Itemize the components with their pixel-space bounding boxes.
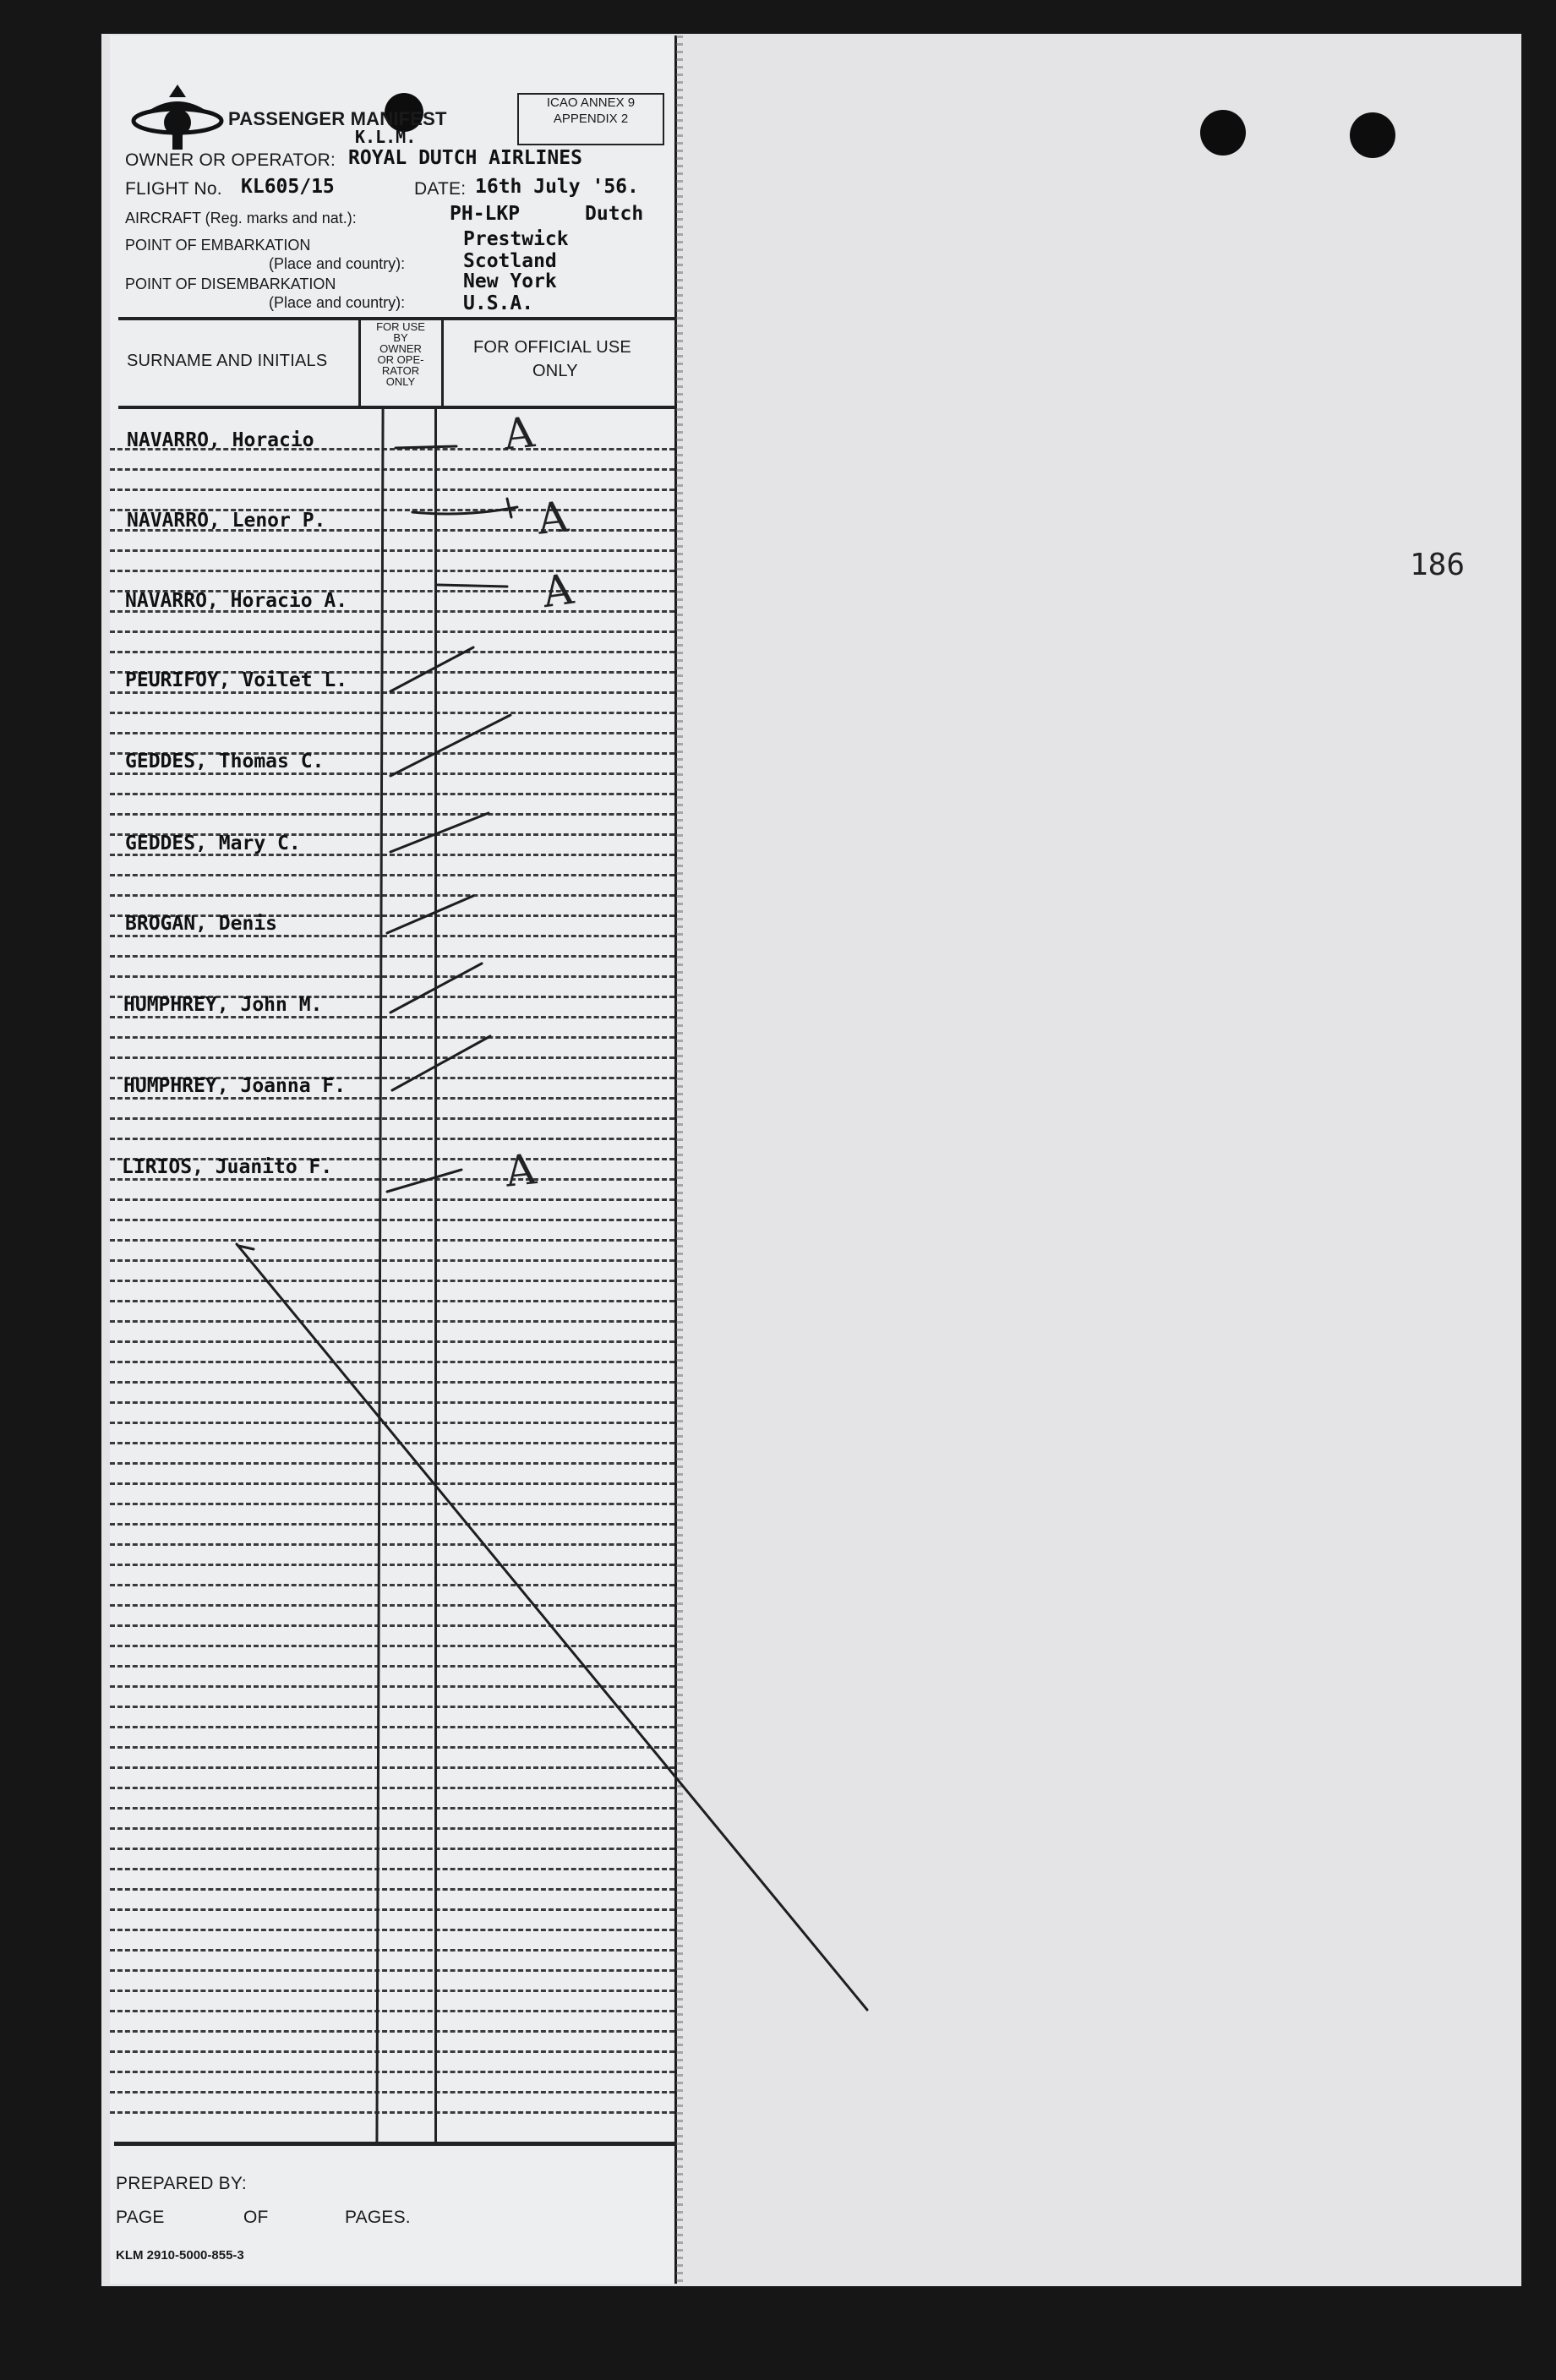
tick-row-1 xyxy=(396,446,456,448)
owner-use-2: BY xyxy=(393,331,408,344)
tick-row-4 xyxy=(390,647,473,691)
owner-use-1: FOR USE xyxy=(376,320,425,333)
tick-row-2 xyxy=(412,499,517,517)
embark-sub: (Place and country): xyxy=(269,255,406,272)
official-mark-10: A xyxy=(503,1144,539,1197)
disembark-country: U.S.A. xyxy=(463,292,534,314)
tick-row-3 xyxy=(438,585,507,587)
official-mark-1: A xyxy=(501,407,538,460)
passenger-name-3: NAVARRO, Horacio A. xyxy=(125,590,348,612)
col-official-2: ONLY xyxy=(532,362,578,380)
passenger-name-5: GEDDES, Thomas C. xyxy=(125,751,325,772)
form-number: KLM 2910-5000-855-3 xyxy=(116,2248,244,2263)
page-label: PAGE xyxy=(116,2208,165,2227)
disembark-sub: (Place and country): xyxy=(269,294,406,311)
form-title: PASSENGER MANIFEST xyxy=(228,108,447,129)
tick-row-6 xyxy=(390,813,489,852)
passenger-name-10: LIRIOS, Juanito F. xyxy=(122,1156,333,1178)
owner-use-4: OR OPE- xyxy=(377,353,424,366)
form-subtitle: K.L.M. xyxy=(355,127,417,147)
owner-value: ROYAL DUTCH AIRLINES xyxy=(348,147,582,169)
embark-country: Scotland xyxy=(463,250,557,272)
passenger-name-8: HUMPHREY, John M. xyxy=(123,994,323,1016)
tick-row-7 xyxy=(387,896,473,933)
tick-row-10 xyxy=(387,1170,461,1192)
aircraft-label: AIRCRAFT (Reg. marks and nat.): xyxy=(125,210,357,227)
of-label: OF xyxy=(243,2208,269,2227)
disembark-label: POINT OF DISEMBARKATION xyxy=(125,276,336,292)
passenger-name-9: HUMPHREY, Joanna F. xyxy=(123,1075,347,1097)
col-official-1: FOR OFFICIAL USE xyxy=(473,338,631,357)
disembark-place: New York xyxy=(463,270,557,292)
tick-row-5 xyxy=(390,715,510,776)
aircraft-nat: Dutch xyxy=(585,203,644,225)
official-mark-2: A xyxy=(535,492,571,544)
icao-line-2: APPENDIX 2 xyxy=(553,112,629,126)
page-number: 186 xyxy=(1410,548,1466,582)
cancel-diagonal-line xyxy=(237,1244,867,2010)
owner-use-6: ONLY xyxy=(385,375,416,388)
embark-place: Prestwick xyxy=(463,228,569,250)
owner-use-3: OWNER xyxy=(379,342,422,355)
flight-value: KL605/15 xyxy=(241,176,335,198)
passenger-name-7: BROGAN, Denis xyxy=(125,913,278,935)
tick-row-9 xyxy=(392,1036,490,1090)
official-mark-3: A xyxy=(539,564,576,618)
passenger-name-4: PEURIFOY, Voilet L. xyxy=(125,669,348,691)
flight-label: FLIGHT No. xyxy=(125,179,222,199)
passenger-name-1: NAVARRO, Horacio xyxy=(127,429,314,451)
icao-line-1: ICAO ANNEX 9 xyxy=(546,96,636,110)
owner-label: OWNER OR OPERATOR: xyxy=(125,150,336,170)
pages-label: PAGES. xyxy=(345,2208,411,2227)
aircraft-reg: PH-LKP xyxy=(450,203,521,225)
date-value: 16th July '56. xyxy=(475,176,639,198)
col-surname: SURNAME AND INITIALS xyxy=(127,352,328,370)
passenger-name-2: NAVARRO, Lenor P. xyxy=(127,510,326,532)
embark-label: POINT OF EMBARKATION xyxy=(125,237,311,254)
passenger-name-6: GEDDES, Mary C. xyxy=(125,832,301,854)
prepared-by-label: PREPARED BY: xyxy=(116,2174,247,2193)
date-label: DATE: xyxy=(414,179,467,199)
owner-use-5: RATOR xyxy=(381,364,420,377)
tick-row-8 xyxy=(390,963,482,1013)
